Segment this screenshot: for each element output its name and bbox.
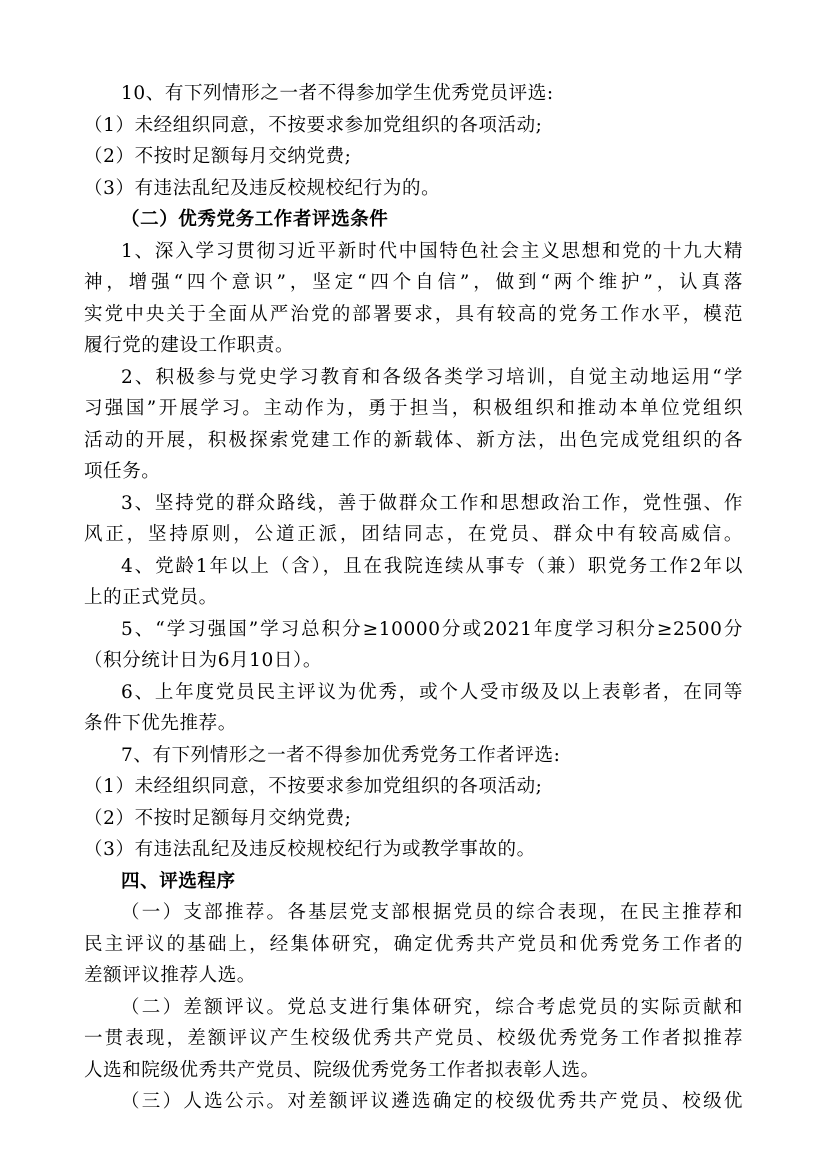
text-line: （3）有违法乱纪及违反校规校纪行为的。	[84, 177, 441, 199]
text-line: （积分统计日为6月10日）。	[84, 650, 322, 671]
text-line: （2）不按时足额每月交纳党费;	[84, 146, 352, 167]
text-line: 项任务。	[84, 461, 161, 482]
text-line: 上的正式党员。	[84, 587, 218, 608]
text-line: 一贯表现，差额评议产生校级优秀共产党员、校级优秀党务工作者拟推荐	[84, 1028, 743, 1049]
text-line: 1、深入学习贯彻习近平新时代中国特色社会主义思想和党的十九大精	[121, 240, 743, 262]
text-line: （1）未经组织同意，不按要求参加党组织的各项活动;	[84, 114, 543, 136]
text-line: 差额评议推荐人选。	[84, 965, 256, 986]
text-line: 6、上年度党员民主评议为优秀，或个人受市级及以上表彰者，在同等	[121, 681, 743, 703]
section-heading: 四、评选程序	[121, 870, 236, 892]
text-line: （3）有违法乱纪及违反校规校纪行为或教学事故的。	[84, 839, 536, 860]
text-line: 10、有下列情形之一者不得参加学生优秀党员评选:	[121, 83, 554, 104]
document-body	[84, 78, 743, 1118]
text-line: 2、积极参与党史学习教育和各级各类学习培训，自觉主动地运用“学	[121, 366, 743, 388]
text-line: 实党中央关于全面从严治党的部署要求，具有较高的党务工作水平，模范	[84, 303, 743, 325]
text-line: （三）人选公示。对差额评议遴选确定的校级优秀共产党员、校级优	[121, 1091, 743, 1112]
text-line: 民主评议的基础上，经集体研究，确定优秀共产党员和优秀党务工作者的	[84, 933, 743, 955]
text-line: 习强国”开展学习。主动作为，勇于担当，积极组织和推动本单位党组织	[84, 398, 743, 419]
text-line: （1）未经组织同意，不按要求参加党组织的各项活动;	[84, 776, 543, 797]
text-line: （一）支部推荐。各基层党支部根据党员的综合表现，在民主推荐和	[121, 902, 743, 923]
text-line: 4、党龄1年以上（含），且在我院连续从事专（兼）职党务工作2年以	[121, 555, 743, 577]
text-line: 条件下优先推荐。	[84, 713, 237, 734]
text-line: 3、坚持党的群众路线，善于做群众工作和思想政治工作，党性强、作	[121, 492, 743, 514]
text-line: 风正，坚持原则，公道正派，团结同志，在党员、群众中有较高威信。	[84, 524, 743, 545]
text-line: （二）差额评议。党总支进行集体研究，综合考虑党员的实际贡献和	[121, 996, 743, 1018]
text-line: 人选和院级优秀共产党员、院级优秀党务工作者拟表彰人选。	[84, 1059, 600, 1081]
text-line: 活动的开展，积极探索党建工作的新载体、新方法，出色完成党组织的各	[84, 429, 743, 451]
text-line: 7、有下列情形之一者不得参加优秀党务工作者评选:	[121, 744, 561, 766]
text-line: （2）不按时足额每月交纳党费;	[84, 807, 352, 829]
text-line: 履行党的建设工作职责。	[84, 335, 295, 356]
text-line: 神，增强“四个意识”，坚定“四个自信”，做到“两个维护”，认真落	[84, 272, 743, 293]
text-line: 5、“学习强国”学习总积分≥10000分或2021年度学习积分≥2500分	[121, 618, 743, 640]
section-heading: （二）优秀党务工作者评选条件	[121, 209, 389, 230]
